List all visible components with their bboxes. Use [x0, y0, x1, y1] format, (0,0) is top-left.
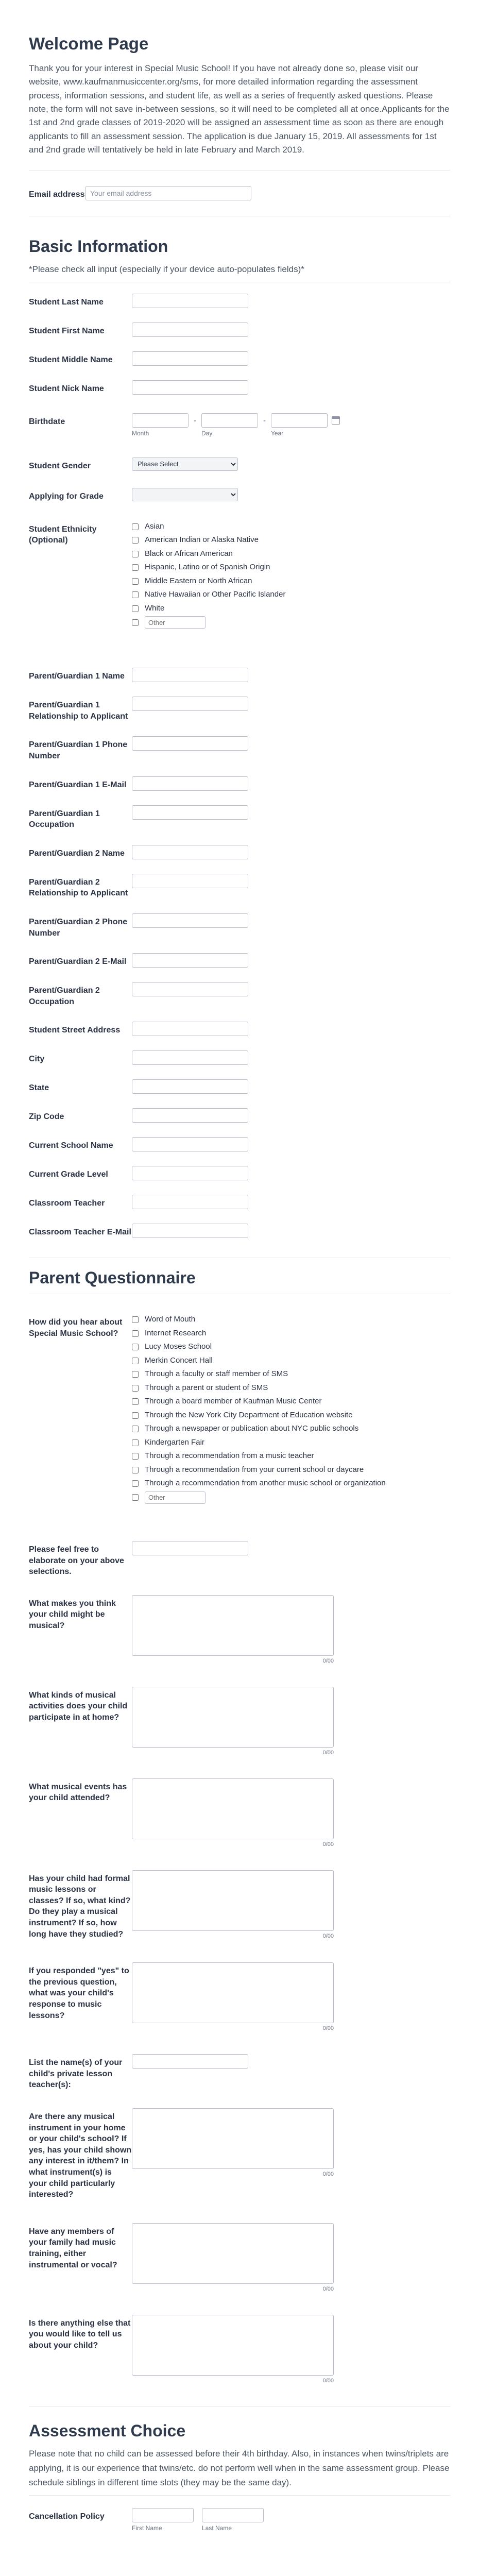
- checkbox[interactable]: [132, 1480, 139, 1487]
- teacher-names-label: List the name(s) of your child's private lesson teacher(s):: [29, 2058, 123, 2090]
- student-last-name-row: [0, 286, 479, 315]
- parent1-email-input[interactable]: [132, 776, 248, 791]
- parent1-name-row: [0, 660, 479, 689]
- option-label: Native Hawaiian or Other Pacific Islander: [145, 590, 286, 599]
- checkbox[interactable]: [132, 1439, 139, 1446]
- ethnicity-label: Student Ethnicity (Optional): [29, 524, 97, 545]
- birthdate-group: [132, 413, 450, 437]
- student-nick-name-input[interactable]: [132, 380, 248, 395]
- field-label: State: [29, 1083, 49, 1093]
- checkbox[interactable]: [132, 564, 139, 571]
- field-label: Parent/Guardian 2 Name: [29, 849, 125, 858]
- heard-row: [0, 1298, 479, 1513]
- option-label: Through a board member of Kaufman Music Center: [145, 1397, 322, 1406]
- heard-option[interactable]: [132, 1328, 450, 1340]
- option-label: Through a recommendation from your current school or daycare: [145, 1465, 364, 1474]
- question-label: Have any members of your family had music training, either instrumental or vocal?: [29, 2227, 117, 2269]
- student-nick-name-row: [0, 373, 479, 402]
- calendar-icon[interactable]: [332, 416, 340, 425]
- parent2-email-input[interactable]: [132, 953, 248, 968]
- char-counter: 0/00: [322, 1933, 334, 1939]
- grade-select[interactable]: [132, 488, 238, 501]
- ethnicity-option[interactable]: [132, 603, 450, 615]
- zip-row: [0, 1101, 479, 1130]
- questionnaire-title: Parent Questionnaire: [29, 1268, 196, 1287]
- teacher-email-row: [0, 1216, 479, 1245]
- parent1-phone-input[interactable]: [132, 736, 248, 751]
- checkbox[interactable]: [132, 619, 139, 626]
- email-label: Email address: [29, 190, 85, 199]
- checkbox[interactable]: [132, 1330, 139, 1337]
- question-label: If you responded "yes" to the previous question, what was your child's response to music lessons?: [29, 1967, 129, 2020]
- student-middle-name-input[interactable]: [132, 351, 248, 366]
- response-textarea[interactable]: [132, 1962, 334, 2023]
- char-counter: 0/00: [322, 2025, 334, 2032]
- field-label: City: [29, 1055, 45, 1064]
- parent1-relationship-input[interactable]: [132, 697, 248, 711]
- street-address-input[interactable]: [132, 1022, 248, 1036]
- lessons-textarea[interactable]: [132, 1870, 334, 1931]
- parent2-phone-row: [0, 906, 479, 946]
- option-label: Asian: [145, 521, 164, 531]
- parent2-occupation-row: [0, 975, 479, 1014]
- heard-option[interactable]: [132, 1450, 450, 1462]
- teacher-email-input[interactable]: [132, 1224, 248, 1238]
- checkbox[interactable]: [132, 1453, 139, 1460]
- textarea-row: [0, 2208, 479, 2299]
- birthdate-row: [0, 402, 479, 448]
- ethnicity-row: [0, 510, 479, 638]
- gender-row: [0, 448, 479, 479]
- checkbox[interactable]: [132, 1371, 139, 1378]
- option-label: Merkin Concert Hall: [145, 1355, 213, 1365]
- parent2-email-row: [0, 946, 479, 975]
- cancellation-first-name-input[interactable]: [132, 2508, 194, 2522]
- assessment-text: Please note that no child can be assessed before their 4th birthday. Also, in instances when twins/triplets are applying, it is our experience that twins/etc. do not perform well when in the same assessment group. Please schedule siblings in different time slots (they may be the same day).: [29, 2448, 450, 2487]
- street-address-row: [0, 1014, 479, 1043]
- heard-option[interactable]: [132, 1423, 450, 1435]
- cancellation-name-group: [132, 2508, 450, 2532]
- ethnicity-option[interactable]: [132, 589, 450, 601]
- checkbox[interactable]: [132, 551, 139, 557]
- field-label: Parent/Guardian 1 Occupation: [29, 809, 100, 829]
- parent2-name-input[interactable]: [132, 845, 248, 859]
- activities-textarea[interactable]: [132, 1687, 334, 1748]
- field-label: Parent/Guardian 2 Phone Number: [29, 918, 128, 938]
- city-row: [0, 1043, 479, 1072]
- ethnicity-option[interactable]: [132, 548, 450, 560]
- instrument-textarea[interactable]: [132, 2108, 334, 2169]
- birthdate-day-input[interactable]: [201, 413, 258, 428]
- checkbox[interactable]: [132, 1316, 139, 1323]
- cancellation-label: Cancellation Policy: [29, 2512, 105, 2521]
- option-label: Through a recommendation from another music school or organization: [145, 1479, 386, 1488]
- first-name-sublabel: First Name: [132, 2524, 162, 2532]
- birthdate-label: Birthdate: [29, 417, 65, 426]
- checkbox[interactable]: [132, 1494, 139, 1501]
- heard-option[interactable]: [132, 1355, 450, 1367]
- textarea-row: [0, 1855, 479, 1947]
- char-counter: 0/00: [322, 1657, 334, 1664]
- assessment-title: Assessment Choice: [29, 2421, 186, 2440]
- field-label: Student Street Address: [29, 1026, 121, 1035]
- heard-option[interactable]: [132, 1464, 450, 1476]
- gender-select[interactable]: [132, 457, 238, 471]
- option-label: Black or African American: [145, 549, 233, 558]
- grade-label: Applying for Grade: [29, 492, 104, 501]
- parent1-name-input[interactable]: [132, 668, 248, 682]
- textarea-row: [0, 1585, 479, 1671]
- field-label: Classroom Teacher E-Mail: [29, 1228, 131, 1237]
- char-counter: 0/00: [322, 1841, 334, 1848]
- birthdate-year-input[interactable]: [271, 413, 328, 428]
- field-label: Parent/Guardian 2 Relationship to Applicant: [29, 877, 128, 898]
- date-separator: -: [263, 416, 266, 425]
- parent2-relationship-input[interactable]: [132, 874, 248, 888]
- musical-textarea[interactable]: [132, 1595, 334, 1656]
- option-label: Middle Eastern or North African: [145, 576, 252, 585]
- parent2-occupation-input[interactable]: [132, 982, 248, 996]
- checkbox[interactable]: [132, 537, 139, 544]
- elaborate-input[interactable]: [132, 1541, 248, 1555]
- heard-option[interactable]: [132, 1410, 450, 1421]
- field-label: Parent/Guardian 2 E-Mail: [29, 957, 127, 967]
- ethnicity-option[interactable]: [132, 575, 450, 587]
- option-label: Hispanic, Latino or of Spanish Origin: [145, 563, 270, 572]
- option-label: Kindergarten Fair: [145, 1437, 204, 1447]
- divider: [29, 2406, 450, 2407]
- basic-section-header: [0, 237, 479, 276]
- heard-option[interactable]: [132, 1396, 450, 1408]
- option-label: Word of Mouth: [145, 1315, 196, 1324]
- student-last-name-label: Student Last Name: [29, 297, 104, 307]
- char-counter: 0/00: [322, 2377, 334, 2384]
- textarea-row: [0, 1947, 479, 2039]
- parent1-occupation-row: [0, 798, 479, 838]
- ethnicity-other-input[interactable]: [145, 616, 206, 629]
- option-label: Through a faculty or staff member of SMS: [145, 1369, 288, 1379]
- option-label: Through the New York City Department of Education website: [145, 1410, 353, 1419]
- heard-option[interactable]: [132, 1382, 450, 1394]
- grade-level-input[interactable]: [132, 1166, 248, 1180]
- welcome-intro: Thank you for your interest in Special Music School! If you have not already done so, please visit our website, www.kaufmanmusiccenter.org/sms, for more detailed information regarding the assessment process, information sessions, and student life, as well as a series of frequently asked questions. Please note, the form will not save in-between sessions, so it will need to be completed all at once.Applicants for the 1st and 2nd grade classes of 2019-2020 will be assigned an assessment time as soon as there are enough applicants to fill an assessment session. The application is due January 15, 2019. All assessments for 1st and 2nd grade will tentatively be held in late February and March 2019.: [29, 63, 450, 155]
- family-training-textarea[interactable]: [132, 2223, 334, 2284]
- field-label: Parent/Guardian 1 Phone Number: [29, 740, 128, 761]
- last-name-sublabel: Last Name: [202, 2524, 232, 2532]
- heard-option[interactable]: [132, 1314, 450, 1326]
- checkbox[interactable]: [132, 1385, 139, 1392]
- field-label: Parent/Guardian 1 E-Mail: [29, 780, 127, 789]
- parent1-occupation-input[interactable]: [132, 805, 248, 820]
- option-label: Internet Research: [145, 1328, 207, 1337]
- checkbox[interactable]: [132, 1398, 139, 1405]
- parent1-relationship-row: [0, 689, 479, 729]
- option-label: Through a parent or student of SMS: [145, 1383, 268, 1392]
- student-first-name-label: Student First Name: [29, 326, 105, 335]
- heard-label: How did you hear about Special Music School?: [29, 1318, 123, 1338]
- email-row: [0, 171, 479, 216]
- parent1-email-row: [0, 769, 479, 798]
- basic-fields: [0, 282, 479, 1246]
- parent1-phone-row: [0, 729, 479, 769]
- heard-option[interactable]: [132, 1368, 450, 1380]
- student-first-name-row: [0, 315, 479, 344]
- teacher-row: [0, 1188, 479, 1216]
- state-row: [0, 1072, 479, 1101]
- textarea-row: [0, 1763, 479, 1855]
- anything-else-textarea[interactable]: [132, 2315, 334, 2376]
- option-label: Through a recommendation from a music teacher: [145, 1451, 314, 1461]
- year-sublabel: Year: [271, 429, 284, 437]
- ethnicity-option[interactable]: [132, 534, 450, 546]
- char-counter: 0/00: [322, 2171, 334, 2178]
- question-label: Has your child had formal music lessons or classes? If so, what kind? Do they play a musical instrument? If so, how long have they studied?: [29, 1874, 131, 1939]
- zip-input[interactable]: [132, 1108, 248, 1123]
- field-label: Current Grade Level: [29, 1170, 108, 1179]
- question-label: Is there anything else that you would like to tell us about your child?: [29, 2318, 131, 2350]
- field-label: Parent/Guardian 1 Name: [29, 672, 125, 681]
- checkbox[interactable]: [132, 591, 139, 598]
- parent2-name-row: [0, 838, 479, 867]
- checkbox[interactable]: [132, 1344, 139, 1350]
- textarea-row: [0, 2299, 479, 2391]
- checkbox[interactable]: [132, 523, 139, 530]
- events-textarea[interactable]: [132, 1778, 334, 1839]
- cancellation-last-name-input[interactable]: [202, 2508, 264, 2522]
- school-name-input[interactable]: [132, 1137, 248, 1151]
- heard-other-option: [132, 1492, 450, 1504]
- heard-options: [132, 1314, 450, 1506]
- char-counter: 0/00: [322, 1749, 334, 1756]
- student-nick-name-label: Student Nick Name: [29, 384, 104, 393]
- ethnicity-option[interactable]: [132, 521, 450, 533]
- welcome-title: Welcome Page: [29, 34, 149, 53]
- ethnicity-other-option: [132, 616, 450, 629]
- email-field[interactable]: [85, 186, 251, 200]
- checkbox[interactable]: [132, 605, 139, 612]
- textarea-row: [0, 1671, 479, 1763]
- gender-label: Student Gender: [29, 461, 91, 470]
- checkbox[interactable]: [132, 1426, 139, 1432]
- ethnicity-option[interactable]: [132, 562, 450, 573]
- char-counter: 0/00: [322, 2285, 334, 2292]
- month-sublabel: Month: [132, 429, 149, 437]
- day-sublabel: Day: [201, 429, 213, 437]
- heard-option[interactable]: [132, 1437, 450, 1449]
- field-label: Classroom Teacher: [29, 1199, 105, 1208]
- parent2-phone-input[interactable]: [132, 913, 248, 928]
- option-label: White: [145, 603, 165, 613]
- cancellation-row: [0, 2496, 479, 2539]
- field-label: Current School Name: [29, 1141, 113, 1150]
- checkbox[interactable]: [132, 1358, 139, 1364]
- basic-title: Basic Information: [29, 237, 168, 256]
- field-label: Parent/Guardian 1 Relationship to Applicant: [29, 701, 128, 721]
- birthdate-month-input[interactable]: [132, 413, 189, 428]
- teacher-input[interactable]: [132, 1195, 248, 1209]
- city-input[interactable]: [132, 1050, 248, 1065]
- teacher-names-row: [0, 2039, 479, 2098]
- student-middle-name-row: [0, 344, 479, 373]
- field-label: Parent/Guardian 2 Occupation: [29, 986, 100, 1006]
- welcome-header: [0, 10, 479, 161]
- questionnaire-fields: [0, 1294, 479, 2391]
- question-label: What kinds of musical activities does your child participate in at home?: [29, 1690, 128, 1722]
- parent2-relationship-row: [0, 867, 479, 906]
- assessment-header: [0, 2421, 479, 2490]
- teacher-names-input[interactable]: [132, 2054, 248, 2069]
- question-label: What musical events has your child attended?: [29, 1782, 127, 1803]
- heard-other-input[interactable]: [145, 1492, 206, 1504]
- heard-option[interactable]: [132, 1478, 450, 1489]
- student-last-name-input[interactable]: [132, 294, 248, 308]
- state-input[interactable]: [132, 1079, 248, 1094]
- elaborate-label: Please feel free to elaborate on your above selections.: [29, 1545, 124, 1577]
- grade-row: [0, 479, 479, 510]
- school-name-row: [0, 1130, 479, 1159]
- heard-option[interactable]: [132, 1341, 450, 1353]
- option-label: Through a newspaper or publication about NYC public schools: [145, 1424, 359, 1433]
- checkbox[interactable]: [132, 1412, 139, 1419]
- question-label: What makes you think your child might be musical?: [29, 1599, 116, 1630]
- checkbox[interactable]: [132, 1467, 139, 1473]
- question-label: Are there any musical instrument in your home or your child's school? If yes, has your child shown any interest in it/them? In what instrument(s) is your child particularly interested?: [29, 2112, 132, 2199]
- student-first-name-input[interactable]: [132, 323, 248, 337]
- questionnaire-header: [0, 1268, 479, 1287]
- field-label: Zip Code: [29, 1112, 64, 1122]
- elaborate-row: [0, 1534, 479, 1585]
- date-separator: -: [194, 416, 196, 425]
- student-middle-name-label: Student Middle Name: [29, 355, 113, 364]
- basic-note: *Please check all input (especially if your device auto-populates fields)*: [29, 264, 304, 275]
- checkbox[interactable]: [132, 578, 139, 585]
- textarea-row: [0, 2098, 479, 2208]
- option-label: Lucy Moses School: [145, 1342, 212, 1351]
- ethnicity-options: [132, 521, 450, 631]
- option-label: American Indian or Alaska Native: [145, 535, 259, 545]
- grade-level-row: [0, 1159, 479, 1188]
